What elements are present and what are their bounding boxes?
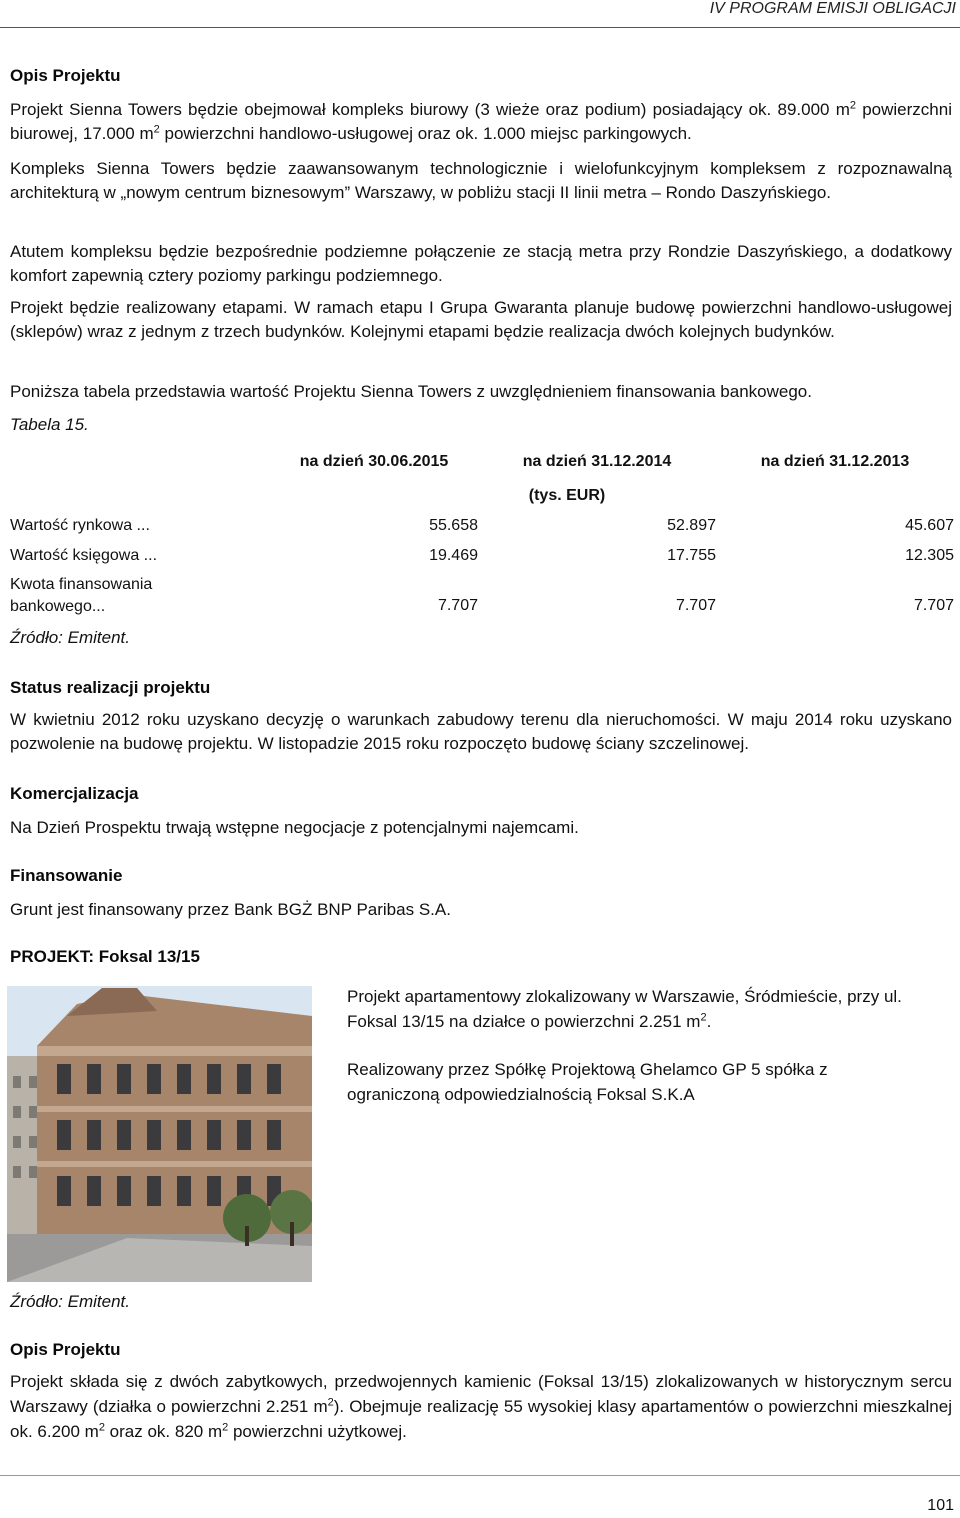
table-cell: 17.755 [667, 547, 716, 564]
foksal-opis-sup-2: 2 [98, 1421, 105, 1434]
foksal-desc1-text-b: . [706, 1012, 712, 1031]
table-row-label [10, 568, 250, 618]
table-source: Źródło: Emitent. [10, 628, 130, 647]
sienna-p1-sup-2: 2 [153, 123, 160, 136]
table-row-label-line-1: Kwota finansowania [10, 576, 153, 593]
sienna-paragraph-1 [10, 98, 952, 146]
table-row [10, 538, 954, 568]
document-series-title: IV PROGRAM EMISJI OBLIGACJI [709, 0, 956, 17]
foksal-building-photo [7, 986, 312, 1282]
page-number: 101 [927, 1497, 954, 1514]
table-cell: 7.707 [913, 597, 954, 614]
foksal-description-2: Realizowany przez Spółkę Projektową Ghelamco GP 5 spółka z ograniczoną odpowiedzialnością Foksal S.K.A [347, 1060, 828, 1104]
table-cell: 12.305 [905, 547, 954, 564]
foksal-desc1-sup: 2 [700, 1011, 707, 1024]
table-row [10, 508, 954, 538]
sienna-opis-heading: Opis Projektu [10, 66, 121, 85]
sienna-p1-text-b: powierzchni biurowej, 17.000 m [10, 100, 952, 143]
komercjalizacja-heading: Komercjalizacja [10, 784, 139, 803]
status-paragraph: W kwietniu 2012 roku uzyskano decyzję o warunkach zabudowy terenu dla nieruchomości. W maju 2014 roku uzyskano pozwolenie na budowę projektu. W listopadzie 2015 roku rozpoczęto budowę ściany szczelinowej. [10, 710, 952, 753]
table-column-header: na dzień 30.06.2015 [299, 453, 449, 470]
komercjalizacja-paragraph: Na Dzień Prospektu trwają wstępne negocjacje z potencjalnymi najemcami. [10, 818, 579, 837]
foksal-opis-text-a: Projekt składa się z dwóch zabytkowych, przedwojennych kamienic (Foksal 13/15) zlokalizowanych w historycznym sercu Warszawy (działka o powierzchni 2.251 m [10, 1372, 952, 1416]
table-column-header: na dzień 31.12.2014 [522, 453, 672, 470]
foksal-opis-heading: Opis Projektu [10, 1340, 121, 1359]
table-cell: 7.707 [437, 597, 478, 614]
sienna-paragraph-5: Poniższa tabela przedstawia wartość Projektu Sienna Towers z uwzględnieniem finansowania bankowego. [10, 382, 812, 401]
table-unit-row [10, 474, 954, 508]
table-row [10, 568, 954, 618]
foksal-photo-source: Źródło: Emitent. [10, 1292, 130, 1311]
table-row-label-line-2: bankowego... [10, 598, 106, 615]
sienna-p1-text-a: Projekt Sienna Towers będzie obejmował kompleks biurowy (3 wieże oraz podium) posiadający ok. 89.000 m [10, 100, 850, 119]
table-unit: (tys. EUR) [528, 487, 606, 504]
foksal-opis-text-d: powierzchni użytkowej. [228, 1422, 407, 1441]
foksal-description-1 [347, 984, 937, 1034]
table-unit-empty [10, 474, 250, 508]
foksal-opis-text-b: ). Obejmuje realizację 55 wysokiej klasy apartamentów o powierzchni mieszkalnej ok. 6.200 m [10, 1397, 952, 1441]
building-illustration [7, 986, 312, 1282]
table-header-empty [10, 446, 250, 474]
page-header [0, 0, 960, 28]
header-divider [0, 27, 960, 28]
finansowanie-heading: Finansowanie [10, 866, 123, 885]
foksal-desc1-text-a: Projekt apartamentowy zlokalizowany w Warszawie, Śródmieście, przy ul. Foksal 13/15 na działce o powierzchni 2.251 m [347, 987, 902, 1031]
table-row-label: Wartość rynkowa ... [10, 517, 150, 534]
table-row-label: Wartość księgowa ... [10, 547, 158, 564]
table-cell: 52.897 [667, 517, 716, 534]
table-cell: 45.607 [905, 517, 954, 534]
foksal-opis-text-c: oraz ok. 820 m [104, 1422, 223, 1441]
foksal-project-heading: PROJEKT: Foksal 13/15 [10, 947, 200, 966]
finansowanie-paragraph: Grunt jest finansowany przez Bank BGŻ BNP Paribas S.A. [10, 900, 451, 919]
sienna-paragraph-4: Projekt będzie realizowany etapami. W ramach etapu I Grupa Gwaranta planuje budowę powierzchni handlowo-usługowej (sklepów) wraz z jednym z trzech budynków. Kolejnymi etapami będzie realizacja dwóch kolejnych budynków. [10, 298, 952, 341]
table-cell: 7.707 [675, 597, 716, 614]
table-cell: 19.469 [429, 547, 478, 564]
foksal-opis-paragraph [10, 1369, 952, 1444]
sienna-p1-sup-1: 2 [849, 99, 856, 112]
sienna-paragraph-2: Kompleks Sienna Towers będzie zaawansowanym technologicznie i wielofunkcyjnym kompleksem z rozpoznawalną architekturą w „nowym centrum biznesowym” Warszawy, w pobliżu stacji II linii metra – Rondo Daszyńskiego. [10, 159, 952, 202]
table-cell: 55.658 [429, 517, 478, 534]
table-column-header: na dzień 31.12.2013 [760, 453, 910, 470]
foksal-opis-sup-1: 2 [327, 1396, 334, 1409]
foksal-opis-sup-3: 2 [222, 1421, 229, 1434]
financial-table [10, 446, 954, 618]
sienna-paragraph-3: Atutem kompleksu będzie bezpośrednie podziemne połączenie ze stacją metra przy Rondzie Daszyńskiego, a dodatkowy komfort zapewnią cztery poziomy parkingu podziemnego. [10, 242, 952, 285]
footer-divider [0, 1475, 960, 1476]
table-caption: Tabela 15. [10, 415, 89, 434]
status-heading: Status realizacji projektu [10, 678, 211, 697]
table-header-row [10, 446, 954, 474]
sienna-p1-text-c: powierzchni handlowo-usługowej oraz ok. 1.000 miejsc parkingowych. [159, 124, 692, 143]
